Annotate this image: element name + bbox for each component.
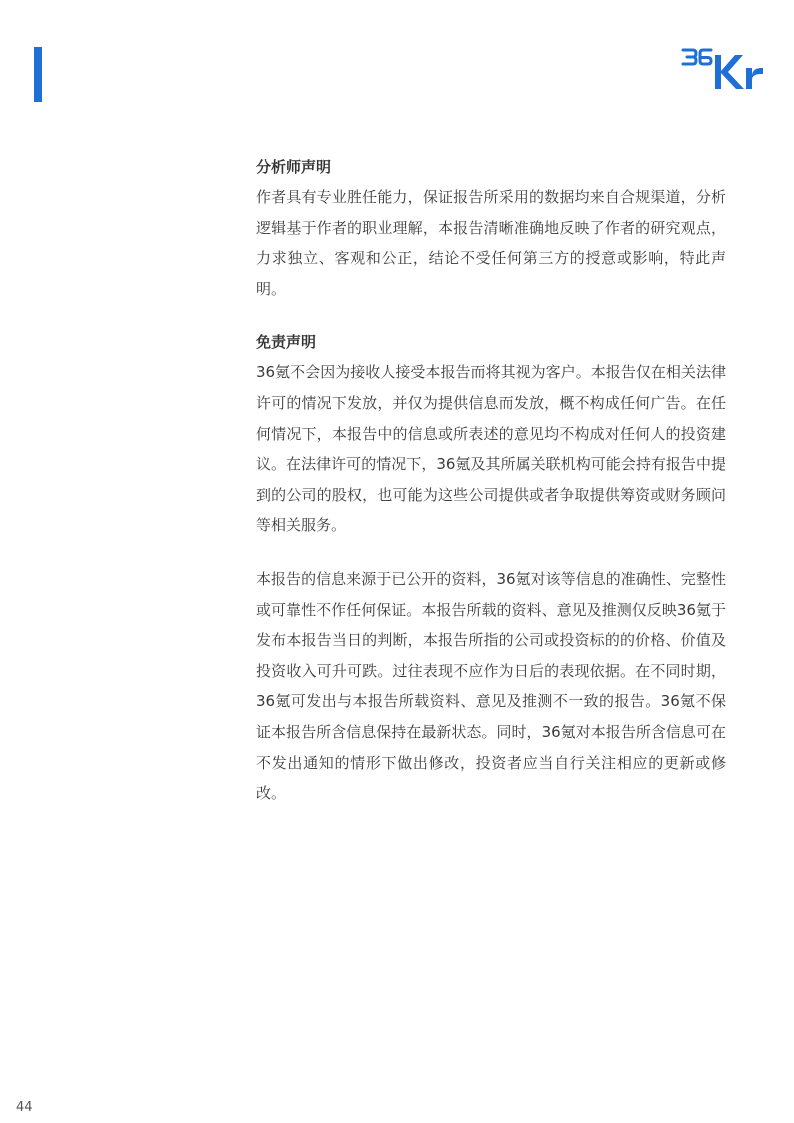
analyst-statement-section xyxy=(256,152,726,304)
page-number: 44 xyxy=(16,1100,33,1115)
36kr-logo xyxy=(680,44,764,94)
header-accent-bar xyxy=(34,47,42,102)
analyst-statement-title: 分析师声明 xyxy=(256,158,332,176)
disclaimer-section xyxy=(256,327,726,541)
disclaimer-body: 36氪不会因为接收人接受本报告而将其视为客户。本报告仅在相关法律许可的情况下发放，并仅为提供信息而发放，概不构成任何广告。在任何情况下，本报告中的信息或所表述的意见均不构成对任何人的投资建议。在法律许可的情况下，36氪及其所属关联机构可能会持有报告中提到的公司的股权，也可能为这些公司提供或者争取提供筹资或财务顾问等相关服务。 xyxy=(256,363,726,535)
info-source-section xyxy=(256,564,726,809)
statement-content xyxy=(256,152,726,832)
disclaimer-title: 免责声明 xyxy=(256,333,317,352)
info-source-body: 本报告的信息来源于已公开的资料，36氪对该等信息的准确性、完整性或可靠性不作任何保证。本报告所载的资料、意见及推测仅反映36氪于发布本报告当日的判断，本报告所指的公司或投资标的的价格、价值及投资收入可升可跌。过往表现不应作为日后的表现依据。在不同时期，36氪可发出与本报告所载资料、意见及推测不一致的报告。36氪不保证本报告所含信息保持在最新状态。同时，36氪对本报告所含信息可在不发出通知的情形下做出修改，投资者应当自行关注相应的更新或修改。 xyxy=(256,569,726,803)
analyst-statement-body: 作者具有专业胜任能力，保证报告所采用的数据均来自合规渠道，分析逻辑基于作者的职业理解，本报告清晰准确地反映了作者的研究观点，力求独立、客观和公正，结论不受任何第三方的授意或影响，特此声明。 xyxy=(256,188,726,298)
